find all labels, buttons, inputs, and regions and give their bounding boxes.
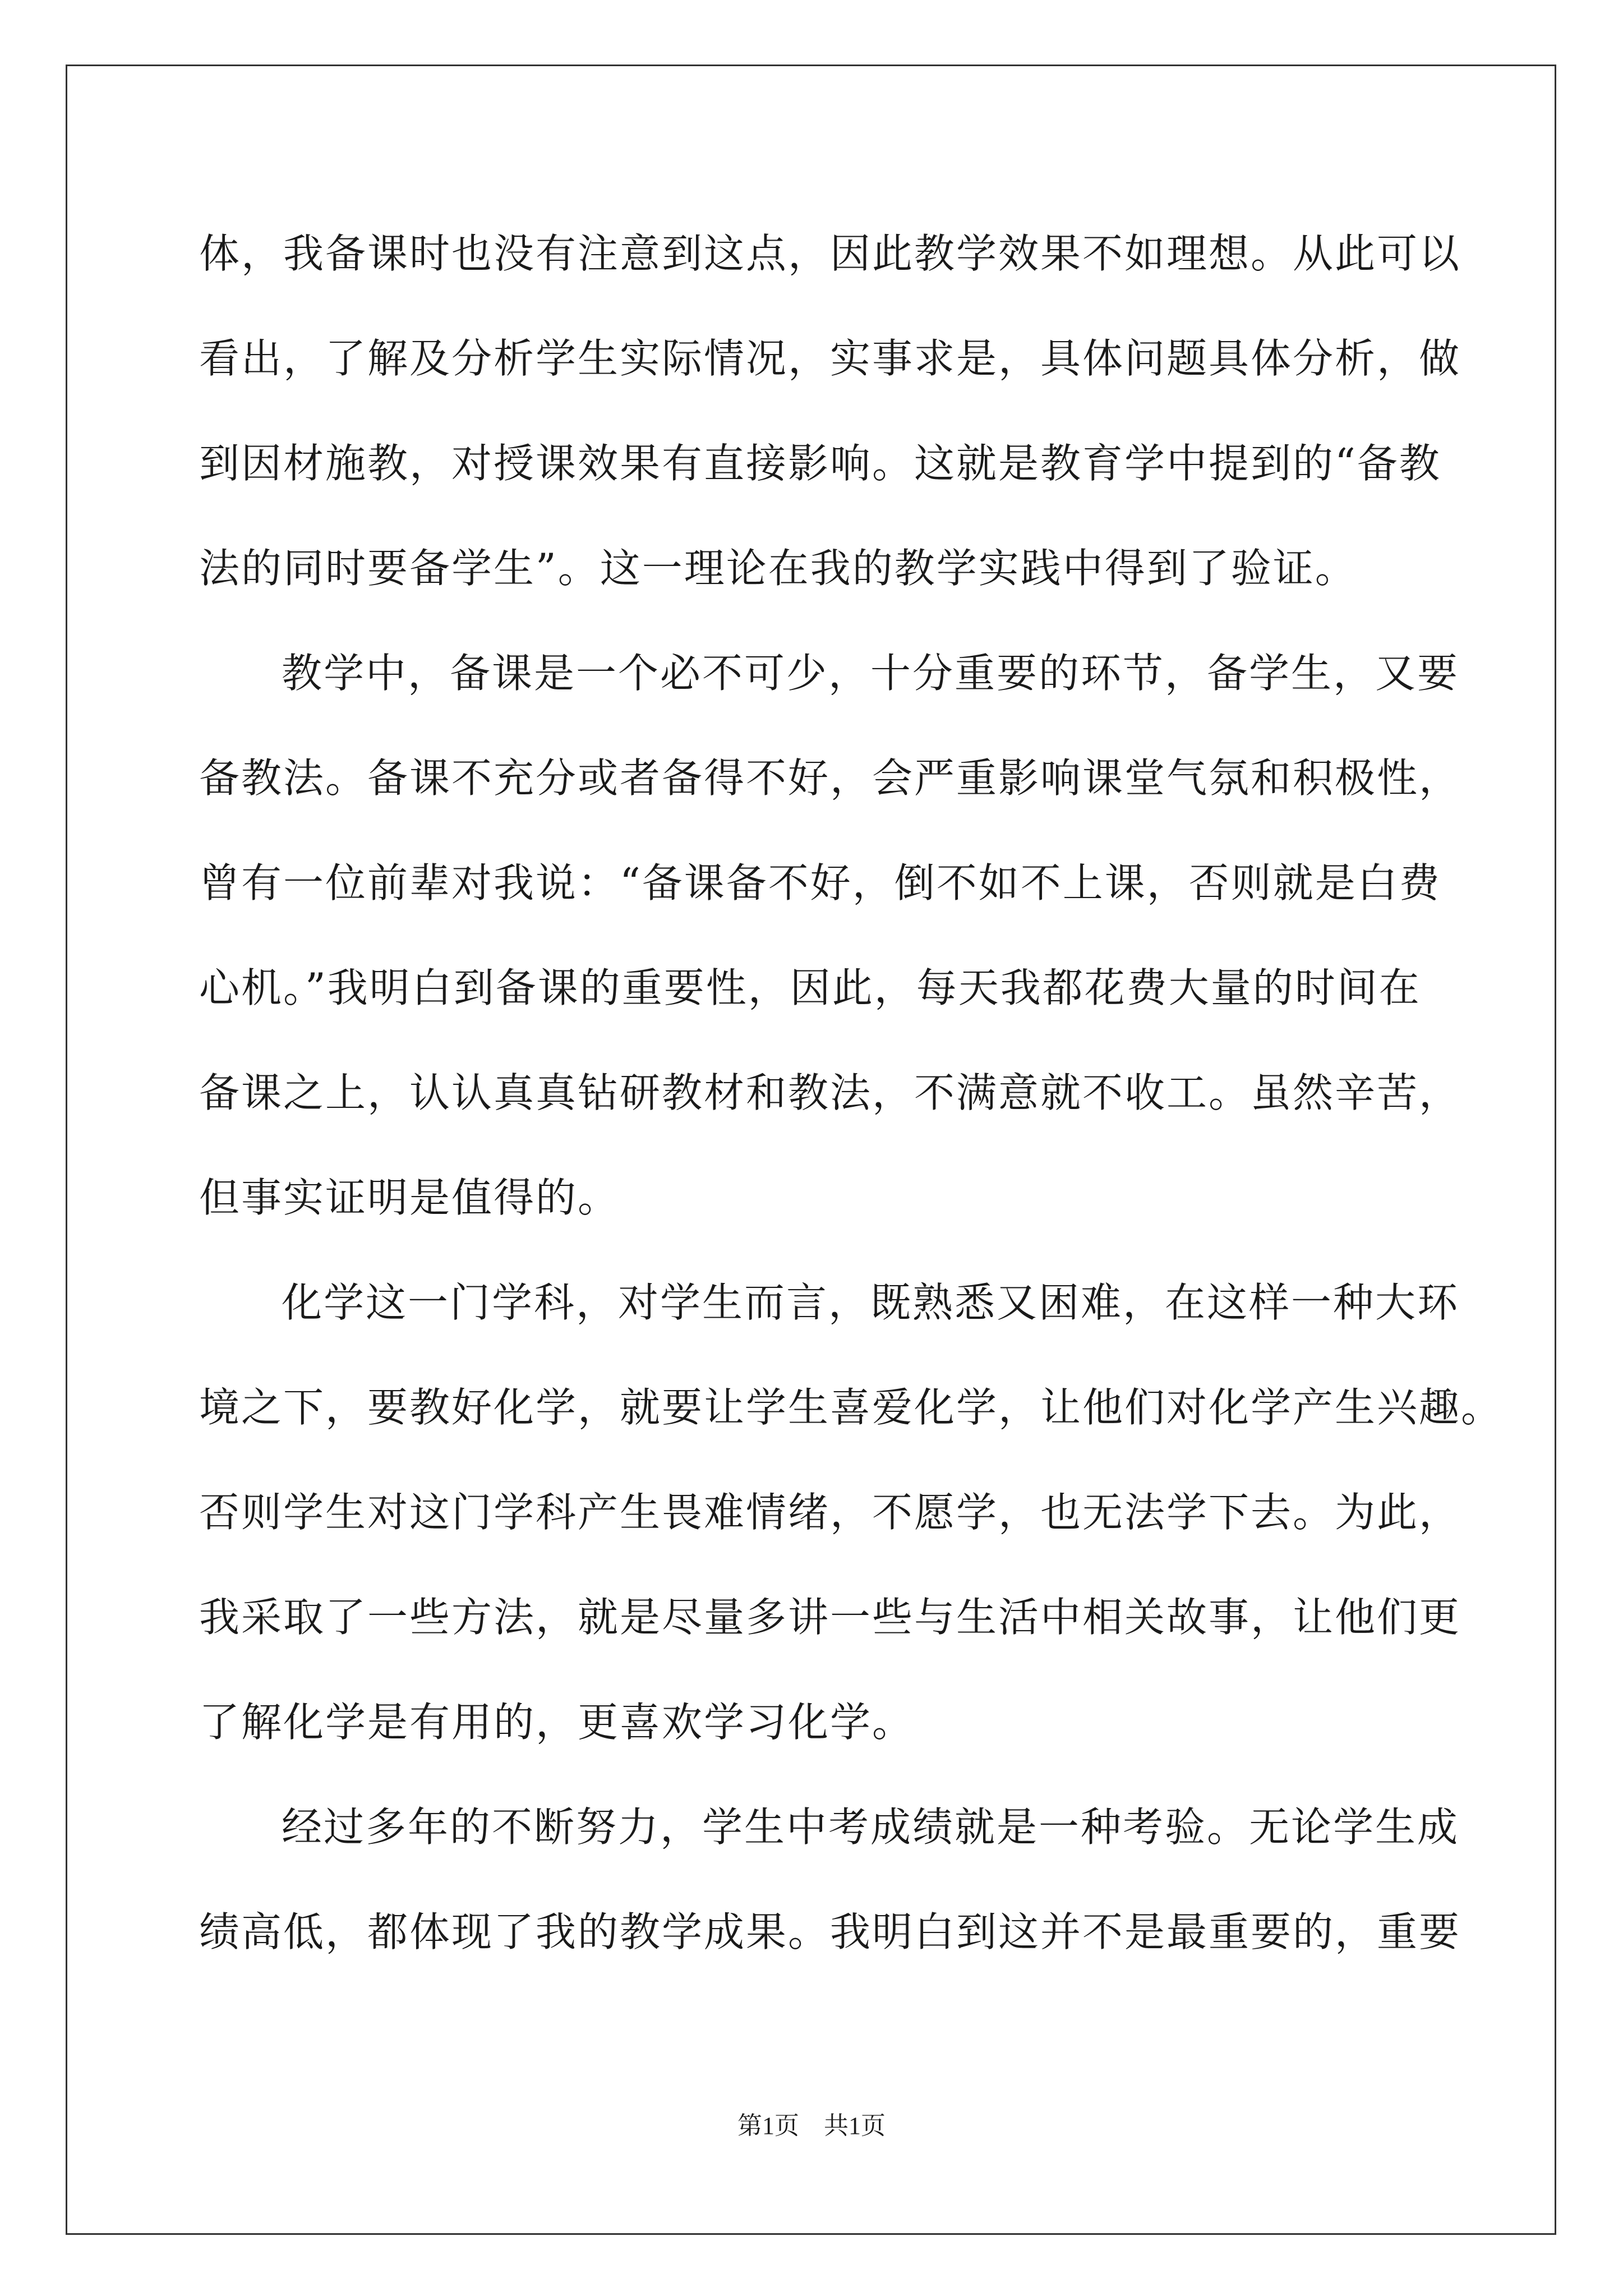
text-line: 法的同时要备学生”。这一理论在我的教学实践中得到了验证。 [199, 545, 1357, 592]
text-line: 曾有一位前辈对我说：“备课备不好，倒不如不上课，否则就是白费 [199, 859, 1441, 907]
text-line: 备教法。备课不充分或者备得不好，会严重影响课堂气氛和积极性， [199, 754, 1461, 802]
paragraph-first-line: 经过多年的不断努力，学生中考成绩就是一种考验。无论学生成 [282, 1803, 1460, 1851]
text-line: 心机。”我明白到备课的重要性，因此，每天我都花费大量的时间在 [199, 964, 1421, 1011]
text-line: 备课之上，认认真真钻研教材和教法，不满意就不收工。虽然辛苦， [199, 1069, 1461, 1116]
text-line: 我采取了一些方法，就是尽量多讲一些与生活中相关故事，让他们更 [199, 1594, 1461, 1641]
text-line: 到因材施教，对授课效果有直接影响。这就是教育学中提到的“备教 [199, 440, 1441, 487]
text-line: 绩高低，都体现了我的教学成果。我明白到这并不是最重要的，重要 [199, 1908, 1461, 1955]
text-line: 但事实证明是值得的。 [199, 1174, 620, 1221]
paragraph-first-line: 教学中，备课是一个必不可少，十分重要的环节，备学生，又要 [282, 650, 1460, 697]
text-line: 否则学生对这门学科产生畏难情绪，不愿学，也无法学下去。为此， [199, 1489, 1461, 1536]
text-line: 体，我备课时也没有注意到这点，因此教学效果不如理想。从此可以 [199, 230, 1461, 277]
text-line: 了解化学是有用的，更喜欢学习化学。 [199, 1699, 915, 1746]
paragraph-first-line: 化学这一门学科，对学生而言，既熟悉又困难，在这样一种大环 [282, 1279, 1460, 1326]
text-line: 看出，了解及分析学生实际情况，实事求是，具体问题具体分析，做 [199, 335, 1461, 382]
text-line: 境之下，要教好化学，就要让学生喜爱化学，让他们对化学产生兴趣。 [199, 1384, 1504, 1431]
page-number-footer: 第1页 共1页 [737, 2112, 886, 2139]
